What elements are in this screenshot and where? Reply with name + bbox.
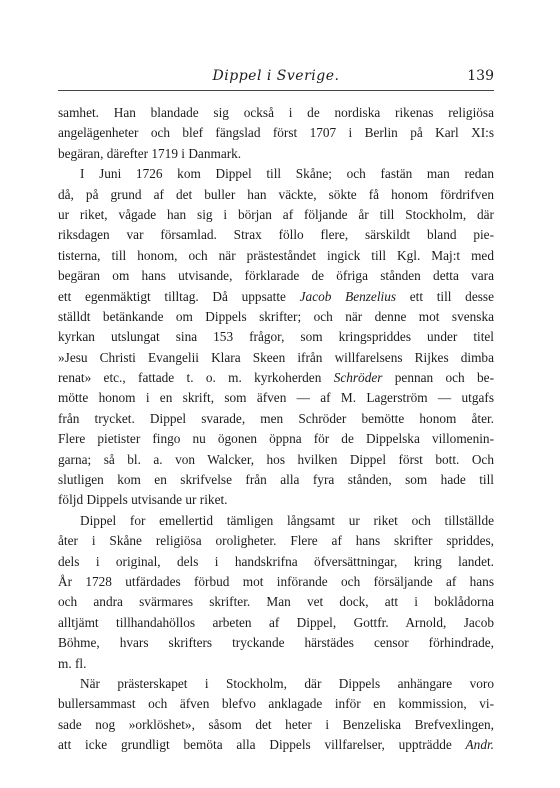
text-line: ur riket, vågade han sig i början af följande år till Stockholm, där xyxy=(58,206,494,222)
person-name-andr: Andr. xyxy=(465,737,494,753)
text-segment: ett egenmäktigt tilltag. Då uppsatte xyxy=(58,288,300,304)
text-segment: att icke grundligt bemöta alla Dippels villfarelser, uppträdde xyxy=(58,737,466,753)
paragraph-start-line: Dippel for emellertid tämligen långsamt ur riket och tillställde xyxy=(80,512,494,528)
text-line: riksdagen var församlad. Strax föllo flere, särskildt bland pie- xyxy=(58,227,494,243)
text-line: begäran om hans utvisande, förklarade de öfriga stånden detta vara xyxy=(58,268,494,284)
text-line: sade nog »orklöshet», såsom det heter i Benzeliska Brefvexlingen, xyxy=(58,716,494,732)
text-line: samhet. Han blandade sig också i de nordiska rikenas religiösa xyxy=(58,105,494,120)
text-line: tisterna, till honom, och när prästeståndet ingick till Kgl. Maj:t med xyxy=(58,247,494,263)
text-line: begäran, därefter 1719 i Danmark. xyxy=(58,145,242,161)
text-line: från trycket. Dippel svarade, men Schröder bemötte honom åter. xyxy=(58,410,494,426)
body-text xyxy=(58,103,494,756)
text-line: m. fl. xyxy=(58,655,87,671)
text-line: ställdt betänkande om Dippels skrifter; och när denne mot svenska xyxy=(58,308,494,324)
text-line: åter i Skåne religiösa oroligheter. Flere af hans skrifter spriddes, xyxy=(58,533,494,549)
text-segment: pennan och be- xyxy=(382,370,494,386)
text-line: garna; så bl. a. von Walcker, hos hvilken Dippel först bott. Och xyxy=(58,451,494,467)
text-line: slutligen kom en skrifvelse från alla fyra stånden, som hade till xyxy=(58,472,494,488)
text-line: alltjämt tillhandahöllos arbeten af Dippel, Gottfr. Arnold, Jacob xyxy=(58,614,494,630)
header-rule xyxy=(58,90,494,91)
text-line: angelägenheter och blef fängslad först 1707 i Berlin på Karl XI:s xyxy=(58,125,494,141)
text-line xyxy=(58,735,494,755)
text-line: Flere pietister fingo nu ögonen öppna för de Dippelska villomenin- xyxy=(58,431,494,447)
text-line xyxy=(58,287,494,307)
text-line: bullersammast och äfven blefvo anklagade inför en kommission, vi- xyxy=(58,696,494,712)
text-line: kyrkan utslungat sina 153 frågor, som kringspriddes under titel xyxy=(58,329,494,345)
text-line xyxy=(58,368,494,388)
page-number: 139 xyxy=(467,68,494,84)
running-head xyxy=(58,68,494,88)
text-line: då, på grund af det buller han väckte, sökte få honom fördrifven xyxy=(58,186,494,202)
text-line: mötte honom i en skrift, som äfven — af M. Lagerström — utgafs xyxy=(58,390,494,406)
text-line: dels i original, dels i handskrifna öfversättningar, kring landet. xyxy=(58,553,494,569)
running-title: Dippel i Sverige. xyxy=(212,68,340,84)
person-name-jacob-benzelius: Jacob Benzelius xyxy=(299,288,397,304)
paragraph-start-line: När prästerskapet i Stockholm, där Dippels anhängare voro xyxy=(80,675,494,691)
text-line: År 1728 utfärdades förbud mot införande och försäljande af hans xyxy=(58,573,494,589)
text-segment: ett till desse xyxy=(396,288,494,304)
text-line: Böhme, hvars skrifters tryckande härstädes censor förhindrade, xyxy=(58,635,494,651)
paragraph-start-line: I Juni 1726 kom Dippel till Skåne; och fastän man redan xyxy=(80,166,494,182)
text-line: »Jesu Christi Evangelii Klara Skeen ifrån willfarelsens Rijkes dimba xyxy=(58,349,494,365)
person-name-schroder: Schröder xyxy=(333,370,383,386)
text-line: följd Dippels utvisande ur riket. xyxy=(58,492,228,508)
text-segment: renat» etc., fattade t. o. m. kyrkoherden xyxy=(58,370,334,386)
text-line: och andra svärmares skrifter. Man vet dock, att i boklådorna xyxy=(58,594,494,610)
